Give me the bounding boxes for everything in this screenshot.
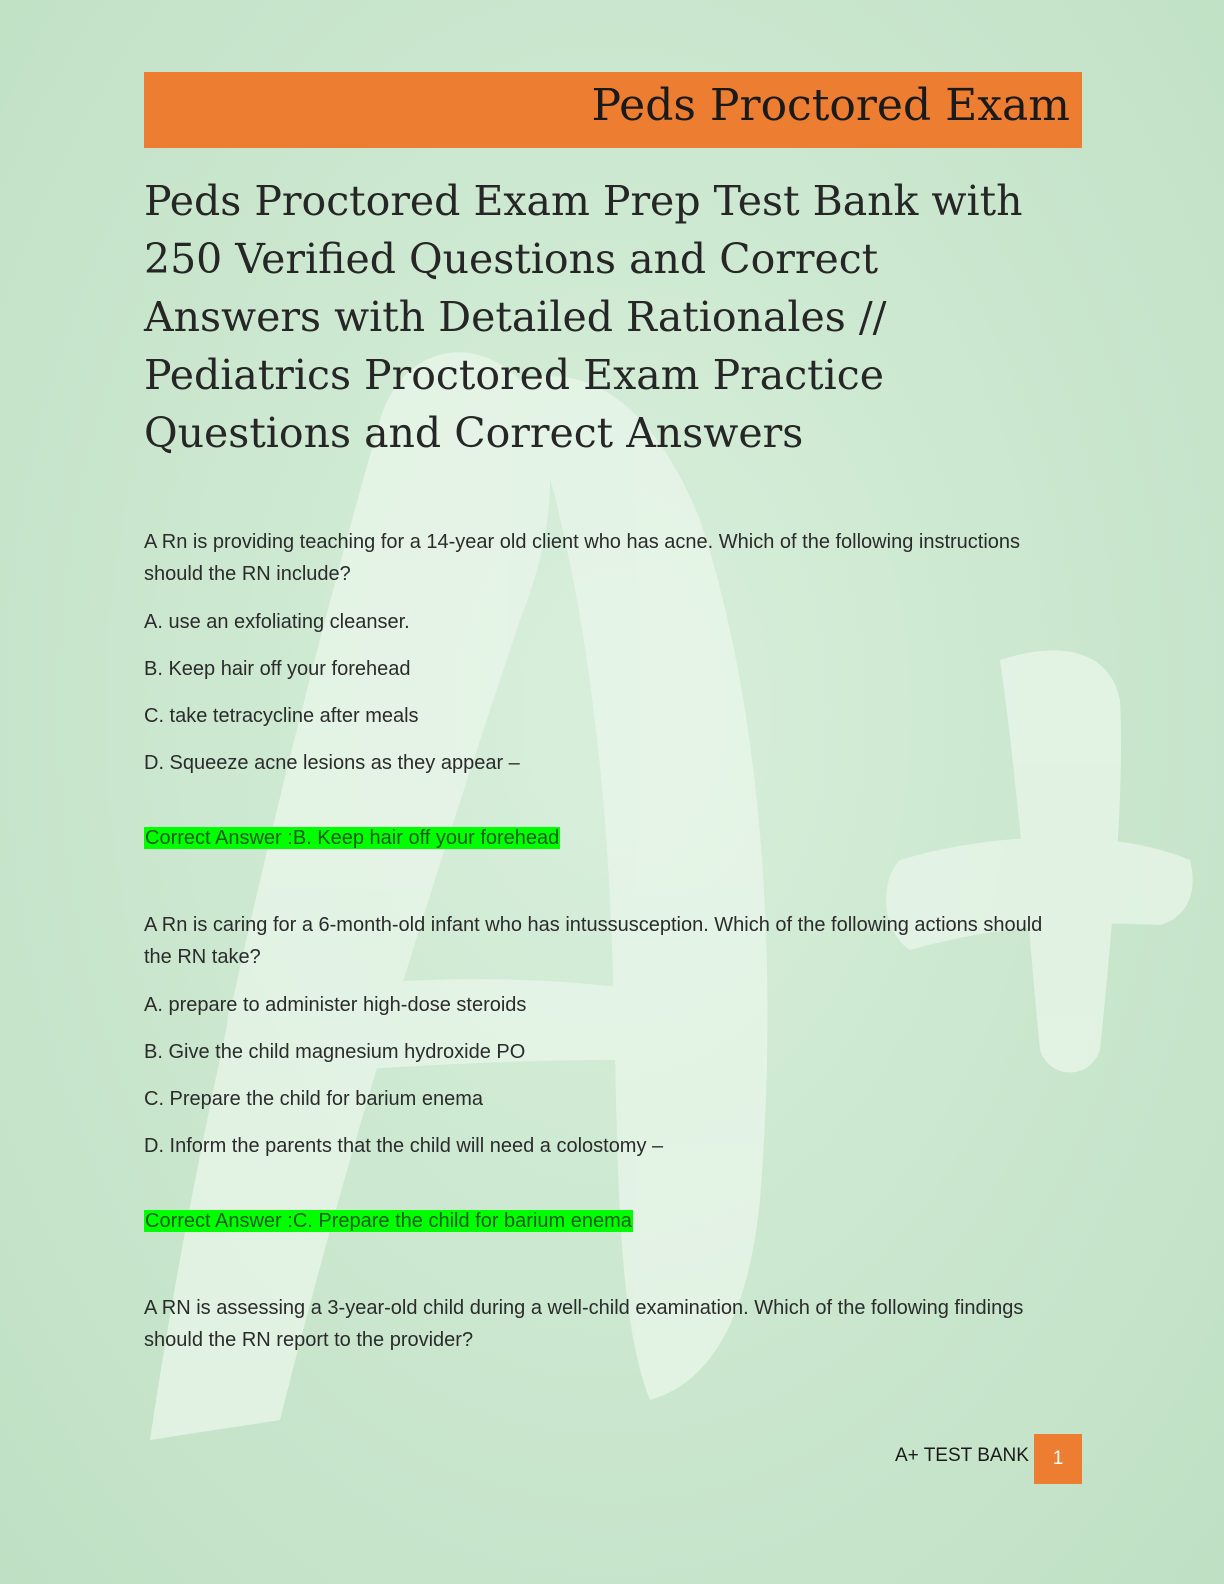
question-block	[144, 1292, 1074, 1356]
option-b: B. Give the child magnesium hydroxide PO	[144, 1041, 526, 1063]
option-d: D. Inform the parents that the child will need a colostomy –	[144, 1135, 664, 1157]
answer-line	[144, 1206, 1074, 1236]
option-a: A. use an exfoliating cleanser.	[144, 611, 410, 633]
option-d: D. Squeeze acne lesions as they appear –	[144, 752, 520, 774]
header-bar	[144, 72, 1082, 148]
option-b: B. Keep hair off your forehead	[144, 658, 411, 680]
question-text: A RN is assessing a 3-year-old child during a well-child examination. Which of the following findings should the RN report to the provider?	[144, 1297, 1024, 1351]
footer-label: A+ TEST BANK	[895, 1445, 1029, 1466]
option-c: C. take tetracycline after meals	[144, 705, 419, 727]
correct-answer-highlight: Correct Answer :B. Keep hair off your forehead	[145, 827, 560, 849]
option-a: A. prepare to administer high-dose steroids	[144, 994, 527, 1016]
document-title: Peds Proctored Exam Prep Test Bank with 250 Verified Questions and Correct Answers with Detailed Rationales // Pediatrics Proctored Exam Practice Questions and Correct Answers	[144, 177, 1023, 457]
question-list	[144, 526, 1074, 1372]
question-text: A Rn is caring for a 6-month-old infant who has intussusception. Which of the following actions should the RN take?	[144, 914, 1043, 968]
page-number: 1	[1052, 1448, 1064, 1469]
question-text: A Rn is providing teaching for a 14-year old client who has acne. Which of the following instructions should the RN include?	[144, 531, 1021, 585]
question-block	[144, 909, 1074, 1236]
header-title: Peds Proctored Exam	[591, 80, 1070, 131]
answer-line	[144, 823, 1074, 853]
page-number-badge	[1034, 1434, 1082, 1484]
option-c: C. Prepare the child for barium enema	[144, 1088, 484, 1110]
correct-answer-highlight: Correct Answer :C. Prepare the child for barium enema	[145, 1210, 632, 1232]
question-block	[144, 526, 1074, 853]
